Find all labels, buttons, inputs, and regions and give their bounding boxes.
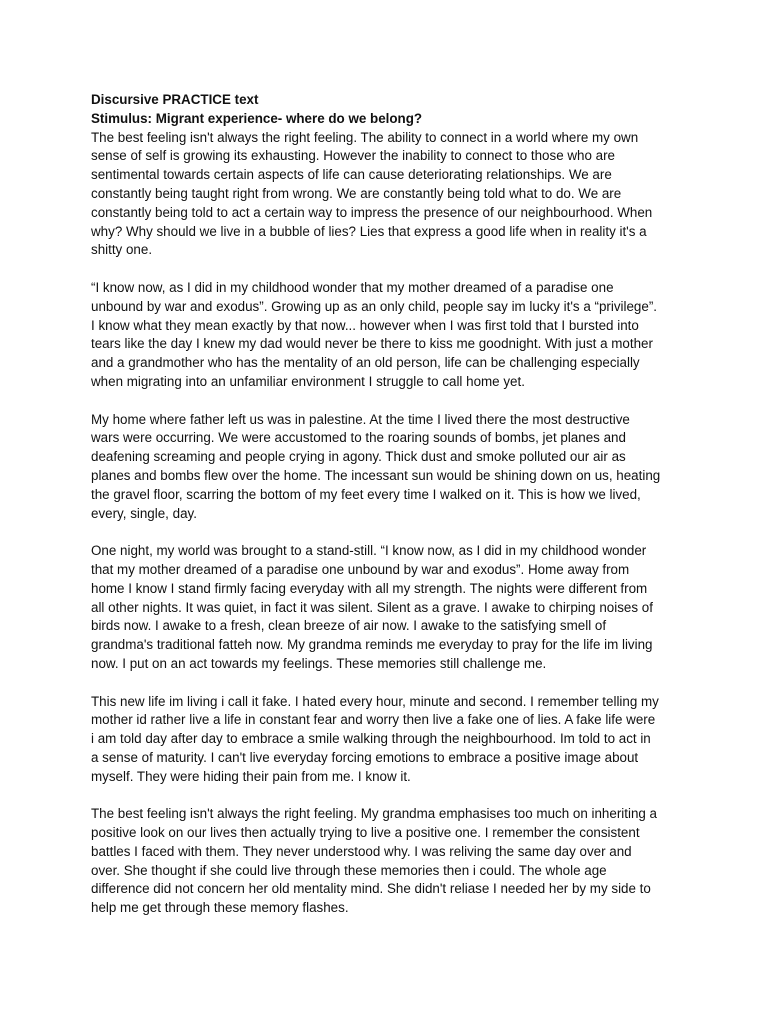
paragraph-5: This new life im living i call it fake. I hated every hour, minute and second. I remember telling my mother id rather live a life in constant fear and worry then live a fake one of lies. A fake life were i am told day after day to embrace a smile walking through the neighbourhood. Im told to act in a sense of maturity. I can't live everyday forcing emotions to embrace a positive image about myself. They were hiding their pain from me. I know it. — [91, 693, 659, 784]
document-subtitle: Stimulus: Migrant experience- where do we belong? — [91, 110, 423, 126]
paragraph-1: The best feeling isn't always the right feeling. The ability to connect in a world where my own sense of self is growing its exhausting. However the inability to connect to those who are sentimental towards certain aspects of life can cause deteriorating relationships. We are constantly being taught right from wrong. We are constantly being told what to do. We are constantly being told to act a certain way to impress the presence of our neighbourhood. When why? Why should we live in a bubble of lies? Lies that express a good life when in reality it's a shitty one. — [91, 129, 653, 258]
paragraph-4: One night, my world was brought to a stand-still. “I know now, as I did in my childhood wonder that my mother dreamed of a paradise one unbound by war and exodus”. Home away from home I know I stand firmly facing everyday with all my strength. The nights were different from all other nights. It was quiet, in fact it was silent. Silent as a grave. I awake to chirping noises of birds now. I awake to a fresh, clean breeze of air now. I awake to the satisfying smell of grandma's traditional fatteh now. My grandma reminds me everyday to pray for the life im living now. I put on an act towards my feelings. These memories still challenge me. — [91, 543, 653, 671]
paragraph-3: My home where father left us was in palestine. At the time I lived there the most destructive wars were occurring. We were accustomed to the roaring sounds of bombs, jet planes and deafening screaming and people crying in agony. Thick dust and smoke polluted our air as planes and bombs flew over the home. The incessant sun would be shining down on us, heating the gravel floor, scarring the bottom of my feet every time I walked on it. This is how we lived, every, single, day. — [91, 411, 661, 521]
document-page — [91, 91, 681, 937]
paragraph-2: “I know now, as I did in my childhood wonder that my mother dreamed of a paradise one unbound by war and exodus”. Growing up as an only child, people say im lucky it's a “privilege”. I know what they mean exactly by that now... however when I was first told that I bursted into tears like the day I knew my dad would never be there to kiss me goodnight. With just a mother and a grandmother who has the mentality of an old person, life can be challenging especially when migrating into an unfamiliar environment I struggle to call home yet. — [91, 279, 658, 389]
paragraph-6: The best feeling isn't always the right feeling. My grandma emphasises too much on inheriting a positive look on our lives then actually trying to live a positive one. I remember the consistent battles I faced with them. They never understood why. I was reliving the same day over and over. She thought if she could live through these memories then i could. The whole age difference did not concern her old mentality mind. She didn't reliase I needed her by my side to help me get through these memory flashes. — [91, 806, 658, 916]
document-title: Discursive PRACTICE text — [91, 92, 259, 107]
